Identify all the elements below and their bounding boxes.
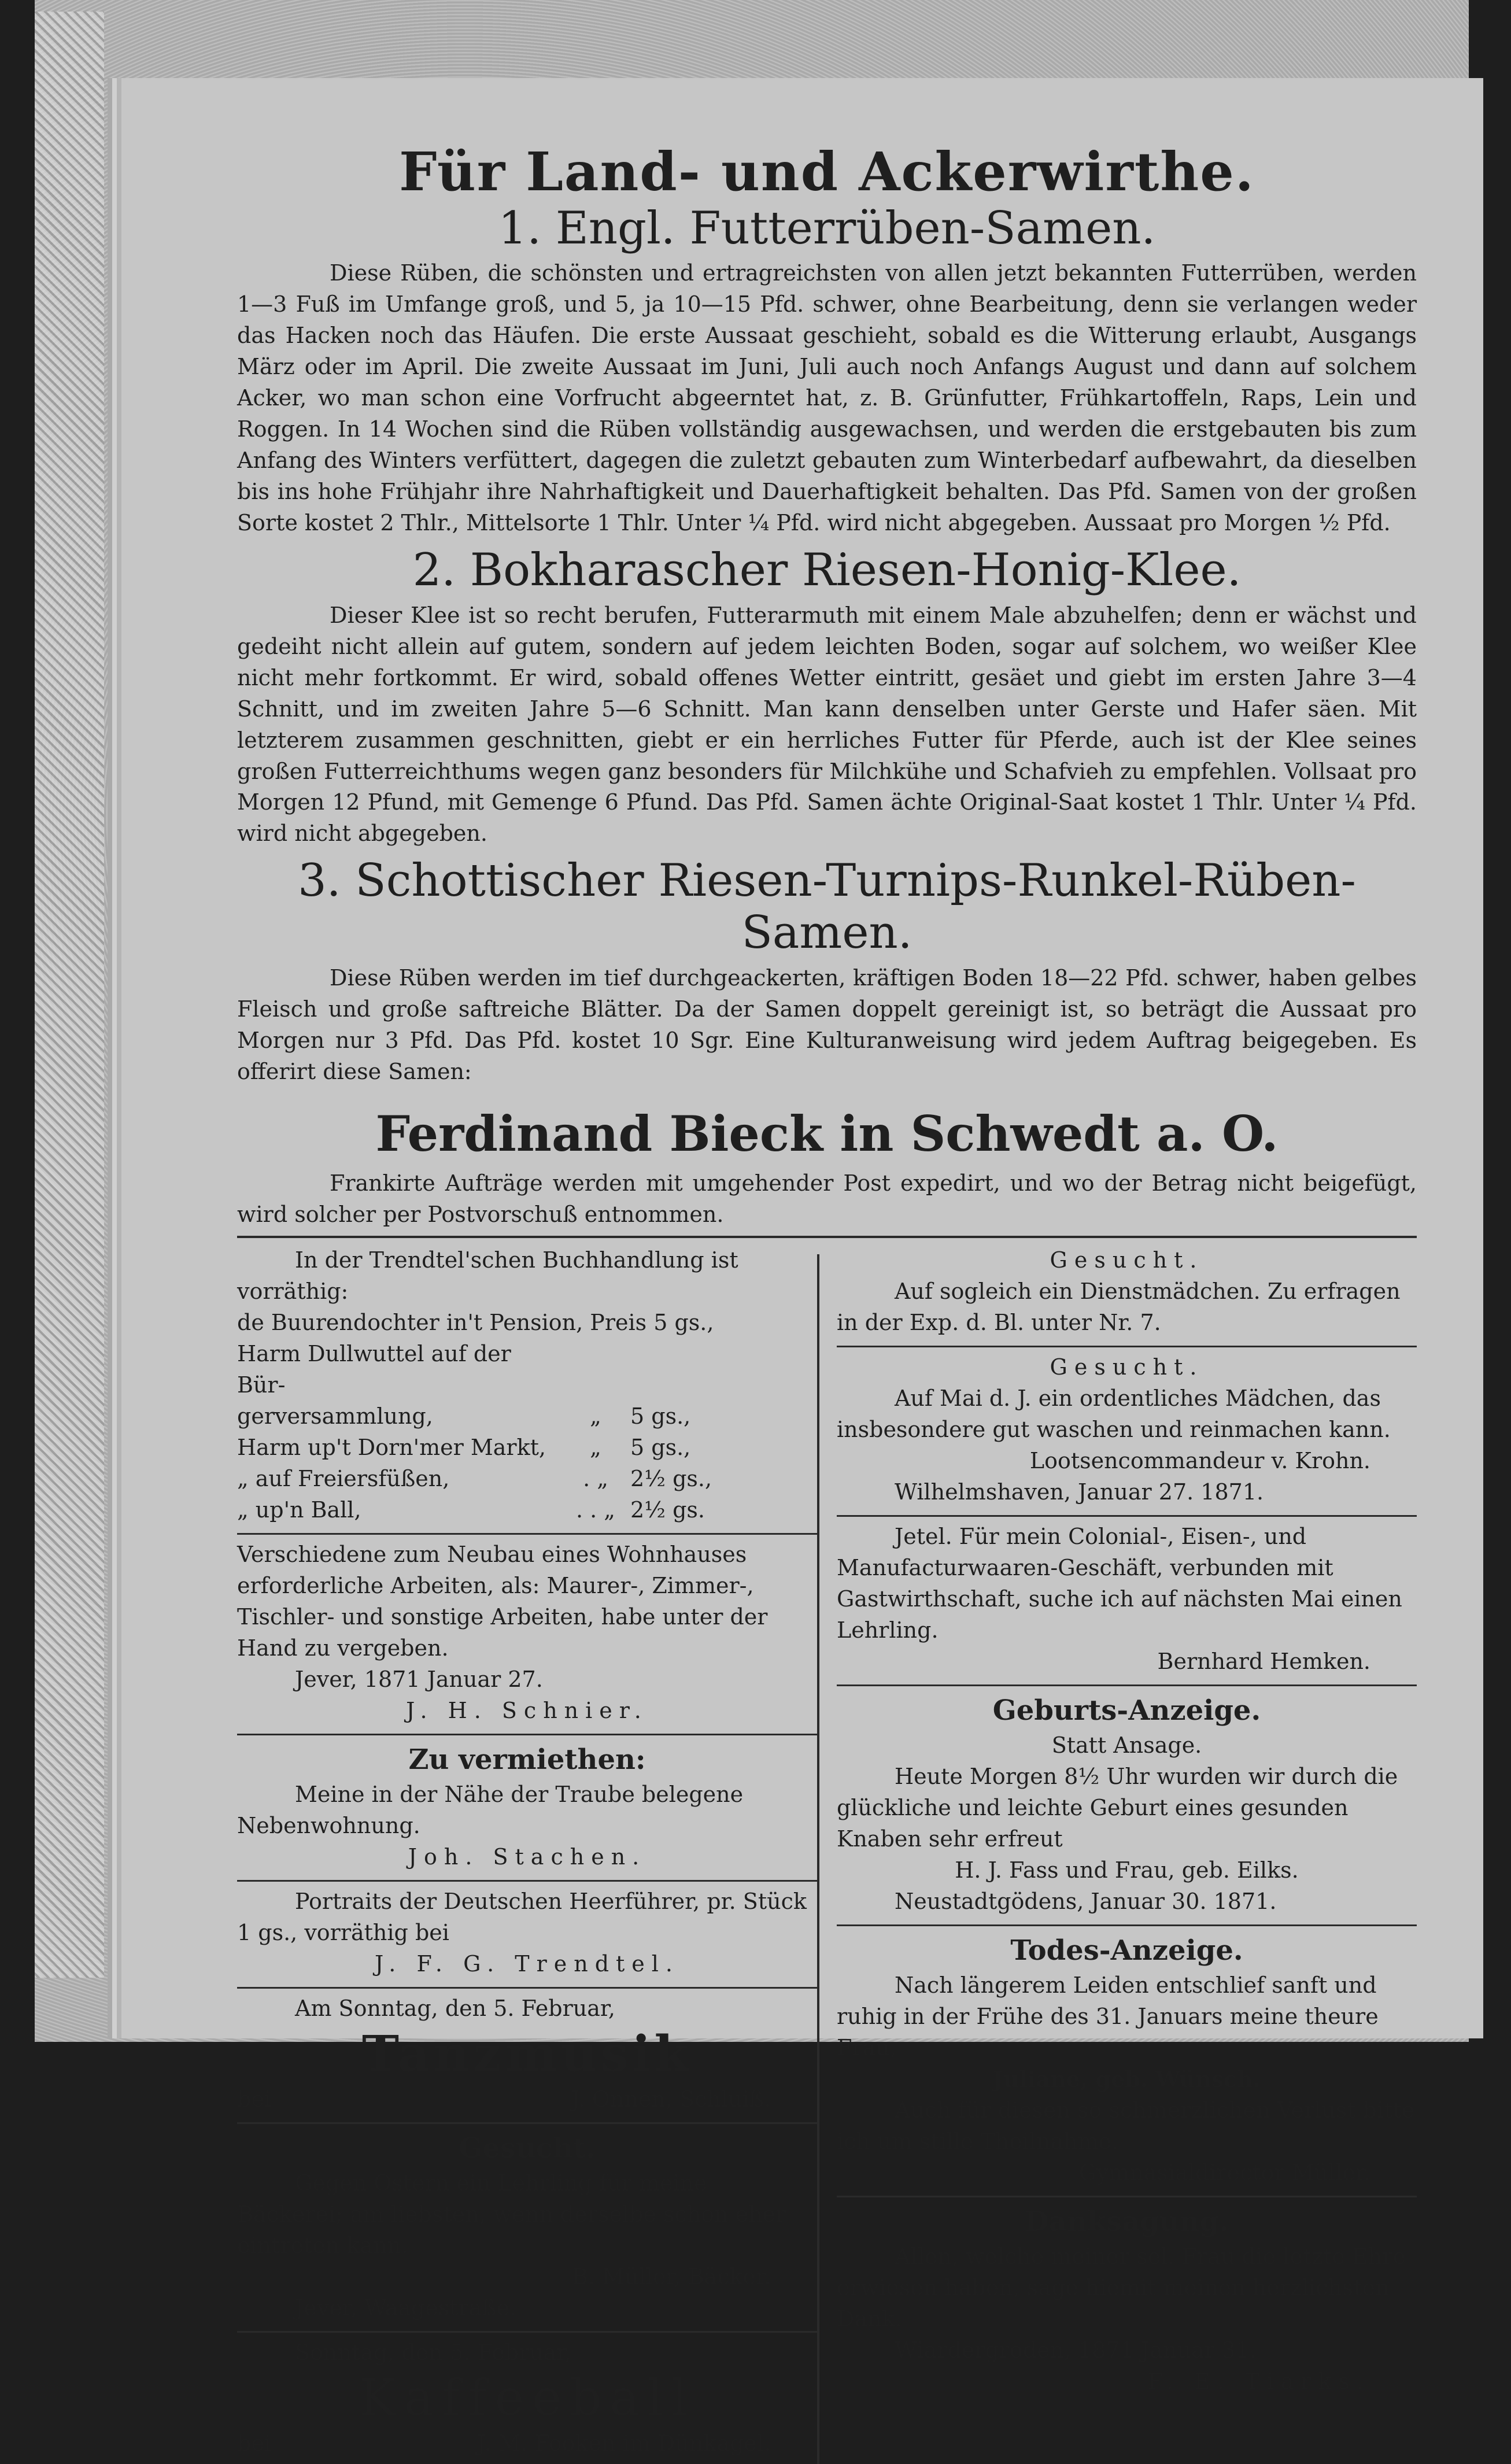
gesucht-baecker-place: Jever, Waagestraße. bbox=[295, 2295, 517, 2321]
ad-divider bbox=[237, 1734, 817, 1735]
kaffeeball-title: Kaffeeball bbox=[359, 2369, 696, 2427]
ad-divider bbox=[237, 2122, 817, 2124]
list-item: Harm Dullwuttel auf der Bür- bbox=[237, 1341, 511, 1398]
geburt-signature: H. J. Fass und Frau, geb. Eilks. bbox=[955, 1857, 1299, 1883]
gesucht2-signature: Lootsencommandeur v. Krohn. bbox=[1029, 1448, 1371, 1474]
dank-heading: Danksagung. bbox=[1025, 2205, 1229, 2238]
todes-name: Juliane, geb. Wünsch. bbox=[993, 2066, 1261, 2092]
page-title: Für Land- und Ackerwirthe. bbox=[399, 141, 1255, 203]
hemken-text: Jetel. Für mein Colonial-, Eisen-, und Manufacturwaaren-Geschäft, verbunden mit Gastwirthschaft, suche ich auf nächsten Mai einen Lehrling. bbox=[836, 1524, 1402, 1643]
ad-divider bbox=[237, 1987, 817, 1989]
todes-text: Nach längerem Leiden entschlief sanft und ruhig in der Frühe des 31. Januars meine theure Frau, bbox=[836, 1972, 1379, 2060]
geburt-sub: Statt Ansage. bbox=[1051, 1732, 1202, 1759]
gesucht2-heading: Gesucht. bbox=[1050, 1354, 1204, 1380]
section-3-heading: 3. Schottischer Riesen-Turnips-Runkel-Rüben-Samen. bbox=[298, 855, 1356, 959]
ad-divider bbox=[837, 1924, 1417, 1926]
tanzmusik-date: Am Sonntag, den 5. Februar, bbox=[295, 1995, 615, 2021]
geburt-place: Neustadtgödens, Januar 30. 1871. bbox=[894, 1888, 1277, 1914]
gesucht-baecker-signature: B. Müller, Bäcker. bbox=[572, 2263, 771, 2289]
ad-portraits bbox=[237, 1884, 817, 1985]
right-ad-column bbox=[819, 1243, 1417, 2463]
ad-divider bbox=[237, 2331, 817, 2333]
schnier-signature: J. H. Schnier. bbox=[406, 1697, 648, 1723]
stachen-text: Meine in der Nähe der Traube belegene Nebenwohnung. bbox=[237, 1781, 744, 1838]
hemken-signature: Bernhard Hemken. bbox=[1157, 1648, 1371, 1674]
stachen-signature: Joh. Stachen. bbox=[408, 1844, 646, 1870]
kaffeeball-bei: bei bbox=[237, 2430, 271, 2456]
ad-gesucht-maedchen bbox=[837, 1350, 1417, 1513]
ad-divider bbox=[237, 1880, 817, 1882]
ad-columns bbox=[237, 1243, 1417, 2463]
list-item: Harm up't Dorn'mer Markt, bbox=[237, 1435, 546, 1461]
geburt-heading: Geburts-Anzeige. bbox=[992, 1694, 1261, 1727]
ad-gesucht-dienstmaedchen bbox=[837, 1243, 1417, 1343]
list-item: gerversammlung, bbox=[237, 1403, 433, 1429]
ad-tanzmusik bbox=[237, 1991, 817, 2120]
kaffeeball-host-row bbox=[237, 2428, 817, 2459]
ad-gesucht-baecker bbox=[237, 2126, 817, 2329]
todes-heading: Todes-Anzeige. bbox=[1010, 1934, 1243, 1967]
list-item: 5 gs., bbox=[630, 1403, 691, 1429]
kaffeeball-host: J. M. Fooken im Dünkagel. bbox=[477, 2430, 771, 2456]
gesucht1-text: Auf sogleich ein Dienstmädchen. Zu erfragen in der Exp. d. Bl. unter Nr. 7. bbox=[836, 1279, 1401, 1336]
gesucht2-place: Wilhelmshaven, Januar 27. 1871. bbox=[894, 1479, 1264, 1505]
gesucht2-text: Auf Mai d. J. ein ordentliches Mädchen, das insbesondere gut waschen und reinmachen kann. bbox=[836, 1386, 1391, 1443]
ad-geburt bbox=[837, 1689, 1417, 1922]
list-item bbox=[630, 1339, 758, 1401]
list-item: „ bbox=[590, 1435, 601, 1461]
ad-trendtel-books bbox=[237, 1243, 817, 1531]
tanzmusik-host-row bbox=[237, 2084, 817, 2115]
list-item bbox=[561, 1339, 630, 1401]
trendtel-intro: In der Trendtel'schen Buchhandlung ist vorräthig: bbox=[237, 1247, 738, 1305]
seller-name: Ferdinand Bieck in Schwedt a. O. bbox=[375, 1104, 1279, 1162]
ad-stachen bbox=[237, 1738, 817, 1878]
list-item: . „ bbox=[583, 1466, 608, 1492]
ad-divider bbox=[837, 1515, 1417, 1517]
column-top-rule bbox=[237, 1236, 1417, 1238]
ad-hemken bbox=[837, 1519, 1417, 1682]
gesucht-baecker-heading: Gesucht. bbox=[459, 2131, 596, 2164]
left-ad-column bbox=[237, 1243, 817, 2463]
ad-kaffeeball bbox=[237, 2335, 817, 2464]
section-1-text: Diese Rüben, die schönsten und ertragreichsten von allen jetzt bekannten Futterrüben, werden 1—3 Fuß im Umfange groß, und 5, ja 10—15 Pfd. schwer, ohne Bearbeitung, denn sie verlangen weder das Hacken noch das Häufen. Die erste Aussaat geschieht, sobald es die Witterung erlaubt, Ausgangs März oder im April. Die zweite Aussaat im Juni, Juli auch noch Anfangs August und dann auf solchem Acker, wo man schon eine Vorfrucht abgeerntet hat, z. B. Grünfutter, Frühkartoffeln, Raps, Lein und Roggen. In 14 Wochen sind die Rüben vollständig ausgewachsen, und werden die erstgebauten bis zum Anfang des Winters verfüttert, dagegen die zuletzt gebauten zum Winterbedarf aufbewahrt, da dieselben bis ins hohe Frühjahr ihre Nahrhaftigkeit und Dauerhaftigkeit behalten. Das Pfd. Samen von der großen Sorte kostet 2 Thlr., Mittelsorte 1 Thlr. Unter ¼ Pfd. wird nicht abgegeben. Aussaat pro Morgen ½ Pfd. bbox=[237, 260, 1417, 536]
trendtel-list bbox=[237, 1339, 817, 1526]
geburt-text: Heute Morgen 8½ Uhr wurden wir durch die glückliche und leichte Geburt eines gesunden Knaben sehr erfreut bbox=[836, 1763, 1398, 1852]
gesucht-baecker-text: Gegen Ostern ein Lehrling für meine Bäckerei; am liebsten, wenn derselbe schon eher eintreten kann. bbox=[237, 2170, 786, 2258]
tanzmusik-bei: bei bbox=[237, 2086, 271, 2112]
gesucht1-heading: Gesucht. bbox=[1050, 1247, 1204, 1273]
tanzmusik-title: Tanzmusik bbox=[361, 2025, 693, 2083]
list-item: 2½ gs., bbox=[630, 1466, 712, 1492]
dank-signature: F. E. Tiarks. bbox=[1147, 2368, 1371, 2394]
list-item: „ auf Freiersfüßen, bbox=[237, 1466, 450, 1492]
stachen-heading: Zu vermiethen: bbox=[408, 1743, 646, 1776]
dank-text: Allen, welche meiner sel. Frau die letzte Ehre erwiesen haben, sage hiemit meinen herzlichsten Dank. bbox=[836, 2243, 1406, 2332]
section-2-heading: 2. Bokharascher Riesen-Honig-Klee. bbox=[412, 544, 1242, 597]
ad-dank bbox=[837, 2200, 1417, 2402]
speckled-page-edge bbox=[35, 12, 104, 1978]
list-item: „ bbox=[590, 1403, 601, 1429]
dank-place: Wiardergroden, 1871 Januar 31. bbox=[894, 2337, 1257, 2363]
page-content bbox=[237, 142, 1417, 2464]
seller-note: Frankirte Aufträge werden mit umgehender Post expedirt, und wo der Betrag nicht beigefügt, wird solcher per Postvorschuß entnommen. bbox=[237, 1170, 1417, 1227]
ad-divider bbox=[837, 1346, 1417, 1347]
kaffeeball-date: Sonntag, den 5. Februar, bbox=[295, 2339, 572, 2365]
section-3-text: Diese Rüben werden im tief durchgeackerten, kräftigen Boden 18—22 Pfd. schwer, haben gelbes Fleisch und große saftreiche Blätter. Da der Samen doppelt gereinigt ist, so beträgt die Aussaat pro Morgen nur 3 Pfd. Das Pfd. kostet 10 Sgr. Eine Kulturanweisung wird jedem Auftrag beigegeben. Es offerirt diese Samen: bbox=[237, 965, 1417, 1084]
list-item: „ up'n Ball, bbox=[237, 1497, 361, 1523]
ad-todes bbox=[837, 1929, 1417, 2193]
section-2-text: Dieser Klee ist so recht berufen, Futterarmuth mit einem Male abzuhelfen; denn er wächst und gedeiht nicht allein auf gutem, sondern auf jedem leichten Boden, sogar auf solchem, wo weißer Klee nicht mehr fortkommt. Er wird, sobald offenes Wetter eintritt, gesäet und giebt im ersten Jahre 3—4 Schnitt, und im zweiten Jahre 5—6 Schnitt. Man kann denselben unter Gerste und Hafer säen. Mit letzterem zusammen geschnitten, giebt er ein herrliches Futter für Pferde, auch ist der Klee seines großen Futterreichthums wegen ganz besonders für Milchkühe und Schafvieh zu empfehlen. Vollsaat pro Morgen 12 Pfund, mit Gemenge 6 Pfund. Das Pfd. Samen ächte Original-Saat kostet 1 Thlr. Unter ¼ Pfd. wird nicht abgegeben. bbox=[237, 602, 1417, 847]
tanzmusik-host: J. Onnen, Schluiß. bbox=[571, 2086, 771, 2112]
trendtel-line1: de Buurendochter in't Pension, Preis 5 gs., bbox=[237, 1310, 714, 1336]
ad-divider bbox=[837, 2196, 1417, 2197]
portraits-signature: J. F. G. Trendtel. bbox=[375, 1950, 680, 1977]
ad-divider bbox=[837, 1684, 1417, 1686]
section-1-heading: 1. Engl. Futterrüben-Samen. bbox=[498, 202, 1156, 254]
ad-divider bbox=[237, 1533, 817, 1535]
list-item: 2½ gs. bbox=[630, 1497, 705, 1523]
newspaper-page bbox=[121, 78, 1483, 2456]
schnier-text: Verschiedene zum Neubau eines Wohnhauses erforderliche Arbeiten, als: Maurer-, Zimmer-, Tischler- und sonstige Arbeiten, habe unter der Hand zu vergeben. bbox=[237, 1542, 768, 1661]
list-item: . . „ bbox=[575, 1497, 615, 1523]
schnier-date: Jever, 1871 Januar 27. bbox=[295, 1666, 543, 1692]
todes-text2: Auch für diesen so schmerzlichen Verlust bitte ich um stille Theilnahme. bbox=[836, 2097, 1415, 2154]
ad-schnier bbox=[237, 1537, 817, 1731]
portraits-text: Portraits der Deutschen Heerführer, pr. Stück 1 gs., vorräthig bei bbox=[237, 1888, 807, 1945]
list-item: 5 gs., bbox=[630, 1435, 691, 1461]
todes-signature: Gymnasialdirector Müller. bbox=[1078, 2159, 1371, 2185]
